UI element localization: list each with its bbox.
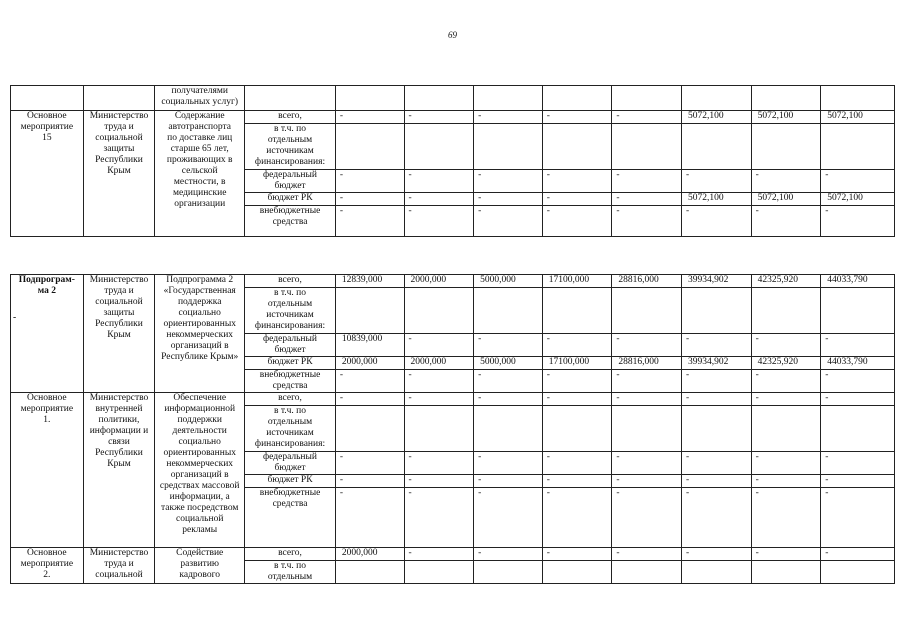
funding-value-year-6: - [682,452,752,475]
funding-value-year-1: - [335,452,404,475]
funding-value-year-5: 28816,000 [612,357,682,370]
funding-value-year-6: - [682,206,752,237]
funding-value-year-6: - [682,548,752,561]
funding-value-year-8 [821,124,895,170]
table-row [11,548,895,561]
funding-value-year-6: - [682,393,752,406]
funding-value-year-7 [751,561,821,584]
funding-value-year-1: - [335,475,404,488]
funding-value-year-2: - [404,370,474,393]
funding-source: в т.ч. по отдельным источникам финансирования: [245,288,336,334]
funding-source: внебюджетные средства [245,370,336,393]
funding-value-year-4: - [542,548,612,561]
funding-value-year-5: - [612,206,682,237]
funding-value-year-8: - [821,452,895,475]
funding-value-year-6: 5072,100 [682,111,752,124]
responsible-executor: Министерство внутренней политики, информации и связи Республики Крым [83,393,155,548]
funding-value-year-6 [682,288,752,334]
funding-value-year-8: - [821,475,895,488]
funding-value-year-5 [612,288,682,334]
funding-value-year-2 [404,561,474,584]
program-name-note: - [13,313,17,323]
funding-source: федеральный бюджет [245,170,336,193]
funding-value-year-2: - [404,111,474,124]
funding-value-year-8 [821,561,895,584]
funding-value-year-8 [821,288,895,334]
funding-value-year-3: - [474,393,543,406]
funding-value-year-1: - [335,170,404,193]
measure-description: Содействие развитию кадрового [155,548,245,584]
funding-source: федеральный бюджет [245,334,336,357]
funding-source: всего, [245,393,336,406]
responsible-executor: Министерство труда и социальной защиты Республики Крым [83,111,155,237]
funding-value-year-4: - [542,452,612,475]
funding-value-year-3: - [474,334,543,357]
funding-value-year-6: 5072,100 [682,193,752,206]
funding-value-year-3: - [474,452,543,475]
funding-source: всего, [245,548,336,561]
funding-value-year-7: 5072,100 [751,111,821,124]
funding-value-year-8: - [821,334,895,357]
funding-value-year-6: - [682,488,752,548]
funding-value-year-3: - [474,193,543,206]
funding-value-year-4: - [542,170,612,193]
funding-value-year-5: - [612,475,682,488]
program-name [11,86,84,111]
funding-value-year-1: - [335,488,404,548]
program-name-text: Подпрограм- ма 2 [18,275,75,296]
funding-value-year-7 [751,288,821,334]
funding-value-year-1 [335,406,404,452]
funding-value-year-6: - [682,475,752,488]
table-row [11,111,895,124]
program-name [11,275,84,393]
funding-value-year-3: - [474,488,543,548]
funding-value-year-7: - [751,206,821,237]
funding-value-year-7 [751,86,821,111]
funding-value-year-2: 2000,000 [404,275,474,288]
measure-description: Подпрограмма 2 «Государственная поддержка социально ориентированных некоммерческих организаций в Республике Крым» [155,275,245,393]
funding-value-year-8: 44033,790 [821,357,895,370]
funding-source: внебюджетные средства [245,488,336,548]
funding-value-year-4 [542,406,612,452]
funding-value-year-4: - [542,393,612,406]
responsible-executor: Министерство труда и социальной [83,548,155,584]
funding-source [245,86,336,111]
funding-value-year-5: - [612,193,682,206]
funding-value-year-2: - [404,206,474,237]
funding-value-year-5: - [612,488,682,548]
funding-value-year-7: - [751,170,821,193]
funding-value-year-4 [542,124,612,170]
funding-value-year-1: 10839,000 [335,334,404,357]
funding-value-year-5: 28816,000 [612,275,682,288]
funding-value-year-8: 44033,790 [821,275,895,288]
funding-value-year-8: - [821,370,895,393]
funding-value-year-8 [821,86,895,111]
program-name-text: Основное мероприятие 15 [20,111,74,143]
funding-value-year-8: 5072,100 [821,111,895,124]
funding-value-year-5: - [612,111,682,124]
funding-value-year-2: - [404,193,474,206]
funding-value-year-7: - [751,370,821,393]
funding-value-year-8: - [821,393,895,406]
funding-value-year-3: - [474,475,543,488]
funding-value-year-6: 39934,902 [682,357,752,370]
funding-value-year-3 [474,86,543,111]
funding-value-year-7: - [751,334,821,357]
program-name [11,111,84,237]
funding-value-year-1: 12839,000 [335,275,404,288]
funding-value-year-8: - [821,488,895,548]
funding-value-year-3: - [474,170,543,193]
funding-value-year-3: - [474,548,543,561]
funding-value-year-3: 5000,000 [474,357,543,370]
funding-source: в т.ч. по отдельным источникам финансирования: [245,124,336,170]
funding-value-year-7: - [751,393,821,406]
funding-value-year-5: - [612,452,682,475]
funding-value-year-5: - [612,334,682,357]
funding-source: внебюджетные средства [245,206,336,237]
funding-value-year-2 [404,124,474,170]
funding-value-year-3: 5000,000 [474,275,543,288]
funding-value-year-4: - [542,370,612,393]
funding-value-year-5 [612,86,682,111]
funding-value-year-3: - [474,370,543,393]
funding-value-year-4: - [542,206,612,237]
funding-value-year-6: - [682,370,752,393]
funding-value-year-6: - [682,170,752,193]
funding-value-year-1: 2000,000 [335,548,404,561]
funding-value-year-1: - [335,393,404,406]
program-name-text: Основное мероприятие 2. [20,548,74,580]
budget-table-bottom [10,274,895,584]
funding-value-year-2 [404,288,474,334]
funding-value-year-4: - [542,111,612,124]
funding-value-year-6 [682,86,752,111]
funding-value-year-8: 5072,100 [821,193,895,206]
page-number: 69 [448,30,457,40]
funding-value-year-5: - [612,548,682,561]
funding-value-year-7 [751,406,821,452]
funding-value-year-4 [542,288,612,334]
funding-value-year-1 [335,86,404,111]
funding-value-year-1 [335,288,404,334]
funding-value-year-3 [474,406,543,452]
funding-value-year-1: 2000,000 [335,357,404,370]
program-name [11,548,84,584]
funding-source: бюджет РК [245,475,336,488]
funding-value-year-4: - [542,488,612,548]
funding-value-year-1 [335,561,404,584]
funding-value-year-7: 42325,920 [751,275,821,288]
funding-value-year-3: - [474,111,543,124]
funding-value-year-3 [474,288,543,334]
funding-value-year-2: - [404,475,474,488]
funding-value-year-6 [682,124,752,170]
funding-value-year-4 [542,561,612,584]
responsible-executor [83,86,155,111]
funding-value-year-2: - [404,548,474,561]
funding-value-year-7: 5072,100 [751,193,821,206]
funding-value-year-3: - [474,206,543,237]
funding-value-year-4: 17100,000 [542,275,612,288]
funding-value-year-1: - [335,111,404,124]
funding-value-year-4: - [542,334,612,357]
program-name [11,393,84,548]
funding-value-year-5 [612,561,682,584]
funding-source: федеральный бюджет [245,452,336,475]
funding-source: всего, [245,111,336,124]
funding-value-year-2 [404,86,474,111]
funding-value-year-7: - [751,475,821,488]
funding-value-year-4 [542,86,612,111]
funding-source: в т.ч. по отдельным [245,561,336,584]
funding-source: бюджет РК [245,193,336,206]
funding-value-year-8: - [821,548,895,561]
funding-value-year-5: - [612,393,682,406]
table-row [11,275,895,288]
funding-value-year-4: 17100,000 [542,357,612,370]
funding-value-year-6 [682,406,752,452]
table-row [11,86,895,111]
funding-value-year-2: - [404,488,474,548]
funding-value-year-1 [335,124,404,170]
funding-value-year-6: - [682,334,752,357]
funding-value-year-8: - [821,170,895,193]
funding-value-year-8: - [821,206,895,237]
funding-value-year-5 [612,406,682,452]
funding-value-year-1: - [335,206,404,237]
funding-value-year-5 [612,124,682,170]
funding-value-year-2: - [404,452,474,475]
program-name-text: Основное мероприятие 1. [20,393,74,425]
measure-description: Содержание автотранспорта по доставке лиц старше 65 лет, проживающих в сельской местности, в медицинские организации [155,111,245,237]
measure-description: получателями социальных услуг) [155,86,245,111]
funding-value-year-5: - [612,370,682,393]
funding-value-year-2: - [404,334,474,357]
funding-value-year-3 [474,124,543,170]
funding-value-year-7: 42325,920 [751,357,821,370]
funding-value-year-2 [404,406,474,452]
budget-table-top [10,85,895,237]
funding-value-year-2: 2000,000 [404,357,474,370]
funding-value-year-2: - [404,393,474,406]
funding-value-year-8 [821,406,895,452]
funding-value-year-1: - [335,193,404,206]
table-row [11,393,895,406]
funding-value-year-7: - [751,452,821,475]
funding-value-year-7: - [751,488,821,548]
responsible-executor: Министерство труда и социальной защиты Республики Крым [83,275,155,393]
funding-value-year-2: - [404,170,474,193]
funding-source: всего, [245,275,336,288]
funding-value-year-6 [682,561,752,584]
funding-value-year-3 [474,561,543,584]
funding-value-year-6: 39934,902 [682,275,752,288]
funding-value-year-4: - [542,193,612,206]
funding-value-year-5: - [612,170,682,193]
funding-source: в т.ч. по отдельным источникам финансирования: [245,406,336,452]
measure-description: Обеспечение информационной поддержки деятельности социально ориентированных некоммерческих организаций в средствах массовой информации, а также посредством социальной рекламы [155,393,245,548]
funding-value-year-7: - [751,548,821,561]
funding-value-year-4: - [542,475,612,488]
funding-value-year-1: - [335,370,404,393]
funding-value-year-7 [751,124,821,170]
funding-source: бюджет РК [245,357,336,370]
